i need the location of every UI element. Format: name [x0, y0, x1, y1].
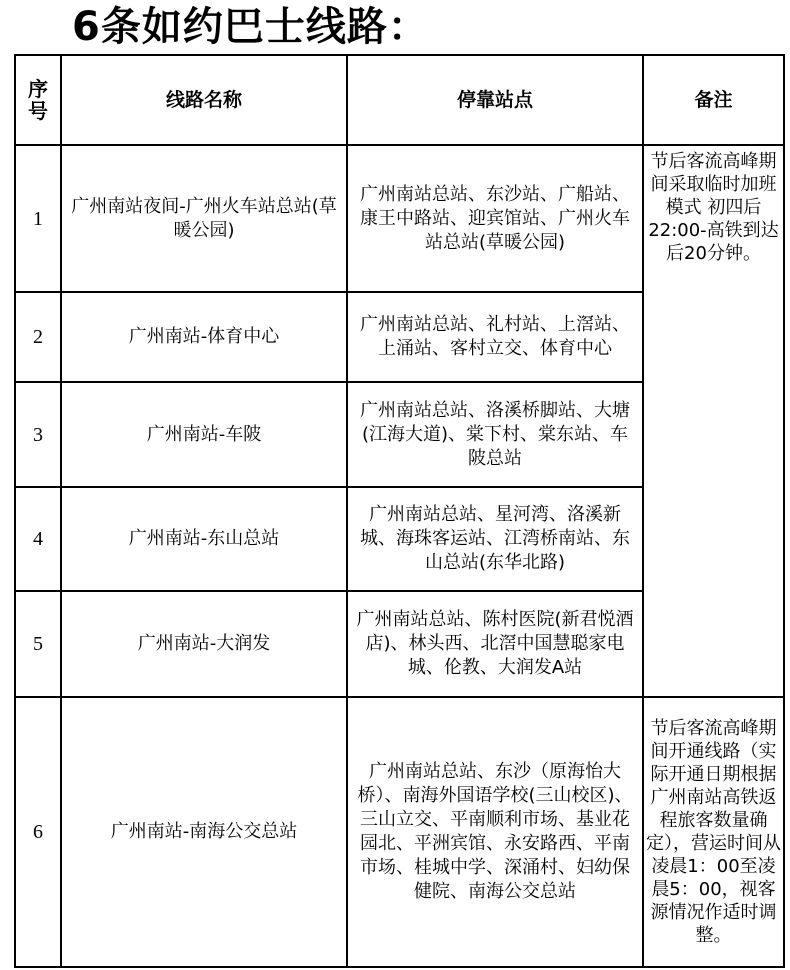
route-note-group-2: 节后客流高峰期间开通线路（实际开通日期根据广州南站高铁返程旅客数量确定），营运时间从凌晨1：00至凌晨5：00，视客源情况作适时调整。	[643, 697, 784, 967]
route-name: 广州南站夜间-广州火车站总站(草暖公园)	[61, 145, 347, 292]
header-note: 备注	[643, 55, 784, 145]
route-name: 广州南站-东山总站	[61, 487, 347, 591]
route-stops: 广州南站总站、陈村医院(新君悦酒店)、林头西、北滘中国慧聪家电城、伦教、大润发A站	[347, 591, 643, 697]
route-stops: 广州南站总站、洛溪桥脚站、大塘(江海大道)、棠下村、棠东站、车陂总站	[347, 382, 643, 487]
route-stops: 广州南站总站、星河湾、洛溪新城、海珠客运站、江湾桥南站、东山总站(东华北路)	[347, 487, 643, 591]
route-stops: 广州南站总站、礼村站、上滘站、上涌站、客村立交、体育中心	[347, 292, 643, 382]
header-seq: 序号	[15, 55, 61, 145]
row-number: 3	[15, 382, 61, 487]
row-number: 1	[15, 145, 61, 292]
table-row	[15, 145, 784, 292]
row-number: 4	[15, 487, 61, 591]
route-name: 广州南站-体育中心	[61, 292, 347, 382]
route-stops: 广州南站总站、东沙（原海怡大桥）、南海外国语学校(三山校区)、三山立交、平南顺利市场、基业花园北、平洲宾馆、永安路西、平南市场、桂城中学、深涌村、妇幼保健院、南海公交总站	[347, 697, 643, 967]
header-route-name: 线路名称	[61, 55, 347, 145]
header-row	[15, 55, 784, 145]
page-title: 6条如约巴士线路：	[72, 4, 429, 50]
route-name: 广州南站-南海公交总站	[61, 697, 347, 967]
route-name: 广州南站-车陂	[61, 382, 347, 487]
route-table	[14, 54, 785, 968]
route-stops: 广州南站总站、东沙站、广船站、康王中路站、迎宾馆站、广州火车站总站(草暖公园)	[347, 145, 643, 292]
row-number: 5	[15, 591, 61, 697]
row-number: 6	[15, 697, 61, 967]
route-note-group-1: 节后客流高峰期间采取临时加班模式 初四后22:00-高铁到达后20分钟。	[643, 145, 784, 697]
route-name: 广州南站-大润发	[61, 591, 347, 697]
table-row	[15, 697, 784, 967]
header-stops: 停靠站点	[347, 55, 643, 145]
row-number: 2	[15, 292, 61, 382]
